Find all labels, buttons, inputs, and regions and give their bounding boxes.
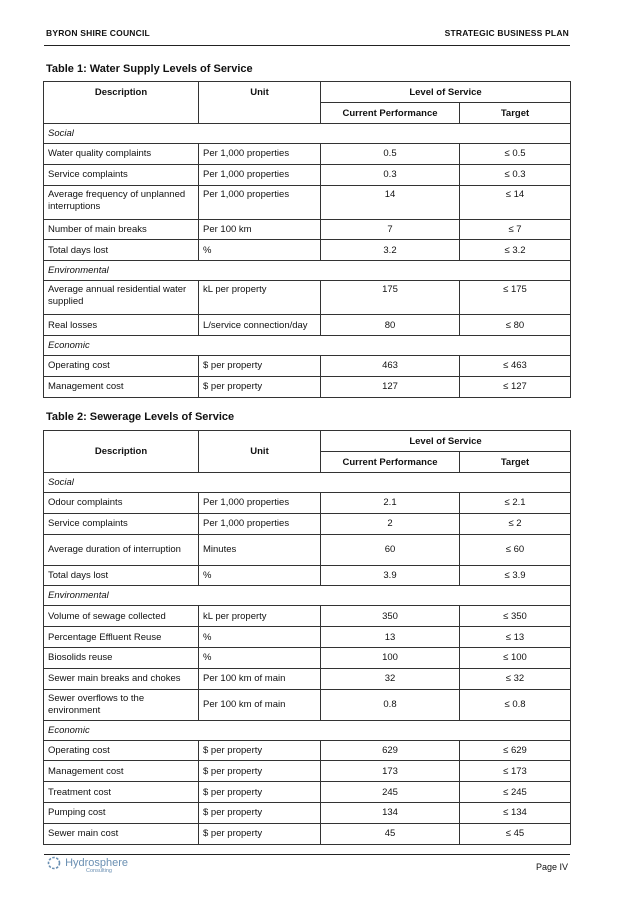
cell-description: Average frequency of unplanned interruptions (44, 185, 199, 219)
cell-current-performance: 463 (321, 355, 460, 376)
cell-unit: kL per property (199, 281, 321, 315)
cell-target: ≤ 3.9 (460, 565, 571, 586)
cell-description: Total days lost (44, 565, 199, 586)
cell-unit: % (199, 240, 321, 261)
cell-unit: Per 1,000 properties (199, 164, 321, 185)
cell-target: ≤ 60 (460, 534, 571, 565)
cell-current-performance: 0.3 (321, 164, 460, 185)
cell-unit: Minutes (199, 534, 321, 565)
table-row (44, 647, 571, 668)
logo-sub: Consulting (86, 868, 112, 874)
cell-target: ≤ 0.8 (460, 689, 571, 720)
cell-target: ≤ 13 (460, 627, 571, 648)
table-row (44, 534, 571, 565)
section-label: Social (44, 473, 571, 493)
cell-description: Sewer main breaks and chokes (44, 668, 199, 689)
cell-description: Percentage Effluent Reuse (44, 627, 199, 648)
section-row (44, 473, 571, 493)
cell-target: ≤ 127 (460, 376, 571, 397)
cell-unit: $ per property (199, 355, 321, 376)
cell-current-performance: 14 (321, 185, 460, 219)
table-row (44, 144, 571, 165)
table-row (44, 315, 571, 336)
cell-target: ≤ 2.1 (460, 493, 571, 514)
hydrosphere-logo-icon (46, 856, 62, 870)
cell-target: ≤ 80 (460, 315, 571, 336)
table-row (44, 802, 571, 823)
cell-description: Sewer main cost (44, 823, 199, 844)
cell-target: ≤ 0.3 (460, 164, 571, 185)
cell-target: ≤ 175 (460, 281, 571, 315)
section-label: Environmental (44, 261, 571, 281)
table-row (44, 164, 571, 185)
cell-current-performance: 173 (321, 761, 460, 782)
section-row (44, 261, 571, 281)
col-description: Description (44, 82, 199, 124)
cell-unit: Per 100 km (199, 219, 321, 240)
cell-unit: Per 1,000 properties (199, 493, 321, 514)
cell-current-performance: 2 (321, 513, 460, 534)
cell-current-performance: 100 (321, 647, 460, 668)
cell-description: Pumping cost (44, 802, 199, 823)
cell-description: Operating cost (44, 740, 199, 761)
cell-description: Odour complaints (44, 493, 199, 514)
table2-title: Table 2: Sewerage Levels of Service (46, 411, 235, 423)
cell-description: Average annual residential water supplied (44, 281, 199, 315)
section-label: Social (44, 124, 571, 144)
section-label: Environmental (44, 586, 571, 606)
cell-current-performance: 7 (321, 219, 460, 240)
cell-current-performance: 32 (321, 668, 460, 689)
cell-current-performance: 134 (321, 802, 460, 823)
cell-unit: $ per property (199, 740, 321, 761)
cell-unit: $ per property (199, 823, 321, 844)
table-row (44, 493, 571, 514)
section-row (44, 124, 571, 144)
cell-unit: $ per property (199, 761, 321, 782)
cell-description: Service complaints (44, 513, 199, 534)
cell-unit: % (199, 627, 321, 648)
cell-description: Number of main breaks (44, 219, 199, 240)
cell-target: ≤ 134 (460, 802, 571, 823)
cell-description: Management cost (44, 376, 199, 397)
col-description: Description (44, 431, 199, 473)
table-row (44, 355, 571, 376)
cell-description: Real losses (44, 315, 199, 336)
table-row (44, 761, 571, 782)
cell-unit: kL per property (199, 606, 321, 627)
col-current-performance: Current Performance (321, 103, 460, 124)
table-row (44, 513, 571, 534)
cell-target: ≤ 14 (460, 185, 571, 219)
cell-target: ≤ 45 (460, 823, 571, 844)
water-supply-table (43, 81, 571, 398)
table-row (44, 782, 571, 803)
cell-target: ≤ 350 (460, 606, 571, 627)
table-row (44, 740, 571, 761)
cell-unit: $ per property (199, 376, 321, 397)
cell-current-performance: 245 (321, 782, 460, 803)
cell-description: Treatment cost (44, 782, 199, 803)
table-row (44, 689, 571, 720)
col-unit: Unit (199, 431, 321, 473)
hydrosphere-logo (46, 856, 128, 874)
table-row (44, 627, 571, 648)
table-row (44, 823, 571, 844)
cell-description: Total days lost (44, 240, 199, 261)
table-row (44, 376, 571, 397)
cell-current-performance: 0.5 (321, 144, 460, 165)
cell-current-performance: 45 (321, 823, 460, 844)
table-row (44, 185, 571, 219)
section-label: Economic (44, 720, 571, 740)
cell-current-performance: 60 (321, 534, 460, 565)
cell-unit: $ per property (199, 802, 321, 823)
cell-current-performance: 3.2 (321, 240, 460, 261)
cell-target: ≤ 7 (460, 219, 571, 240)
cell-current-performance: 0.8 (321, 689, 460, 720)
cell-current-performance: 2.1 (321, 493, 460, 514)
cell-current-performance: 80 (321, 315, 460, 336)
section-label: Economic (44, 335, 571, 355)
cell-target: ≤ 32 (460, 668, 571, 689)
cell-unit: % (199, 647, 321, 668)
table-row (44, 240, 571, 261)
cell-target: ≤ 629 (460, 740, 571, 761)
header-right: STRATEGIC BUSINESS PLAN (444, 28, 569, 38)
cell-current-performance: 3.9 (321, 565, 460, 586)
logo-text: Hydrosphere (65, 856, 129, 869)
cell-current-performance: 175 (321, 281, 460, 315)
table-row (44, 281, 571, 315)
cell-description: Average duration of interruption (44, 534, 199, 565)
table-row (44, 565, 571, 586)
cell-current-performance: 13 (321, 627, 460, 648)
cell-current-performance: 629 (321, 740, 460, 761)
cell-target: ≤ 0.5 (460, 144, 571, 165)
cell-unit: Per 1,000 properties (199, 513, 321, 534)
header-rule (44, 45, 570, 46)
section-row (44, 335, 571, 355)
col-level-of-service: Level of Service (321, 431, 571, 452)
cell-unit: $ per property (199, 782, 321, 803)
cell-current-performance: 350 (321, 606, 460, 627)
cell-unit: Per 1,000 properties (199, 185, 321, 219)
sewerage-table (43, 430, 571, 845)
cell-description: Service complaints (44, 164, 199, 185)
page-number: Page IV (535, 862, 568, 872)
cell-target: ≤ 3.2 (460, 240, 571, 261)
col-target: Target (460, 103, 571, 124)
table-row (44, 219, 571, 240)
cell-target: ≤ 100 (460, 647, 571, 668)
cell-unit: L/service connection/day (199, 315, 321, 336)
col-current-performance: Current Performance (321, 452, 460, 473)
cell-description: Sewer overflows to the environment (44, 689, 199, 720)
table1-title: Table 1: Water Supply Levels of Service (46, 63, 253, 75)
col-level-of-service: Level of Service (321, 82, 571, 103)
cell-description: Volume of sewage collected (44, 606, 199, 627)
cell-target: ≤ 245 (460, 782, 571, 803)
col-unit: Unit (199, 82, 321, 124)
cell-description: Operating cost (44, 355, 199, 376)
footer-rule (44, 854, 570, 855)
cell-target: ≤ 173 (460, 761, 571, 782)
col-target: Target (460, 452, 571, 473)
cell-unit: Per 1,000 properties (199, 144, 321, 165)
cell-target: ≤ 463 (460, 355, 571, 376)
table-row (44, 606, 571, 627)
cell-description: Biosolids reuse (44, 647, 199, 668)
section-row (44, 720, 571, 740)
header-left: BYRON SHIRE COUNCIL (46, 28, 150, 38)
cell-description: Water quality complaints (44, 144, 199, 165)
cell-unit: Per 100 km of main (199, 689, 321, 720)
cell-description: Management cost (44, 761, 199, 782)
cell-unit: % (199, 565, 321, 586)
cell-current-performance: 127 (321, 376, 460, 397)
section-row (44, 586, 571, 606)
cell-target: ≤ 2 (460, 513, 571, 534)
cell-unit: Per 100 km of main (199, 668, 321, 689)
table-row (44, 668, 571, 689)
